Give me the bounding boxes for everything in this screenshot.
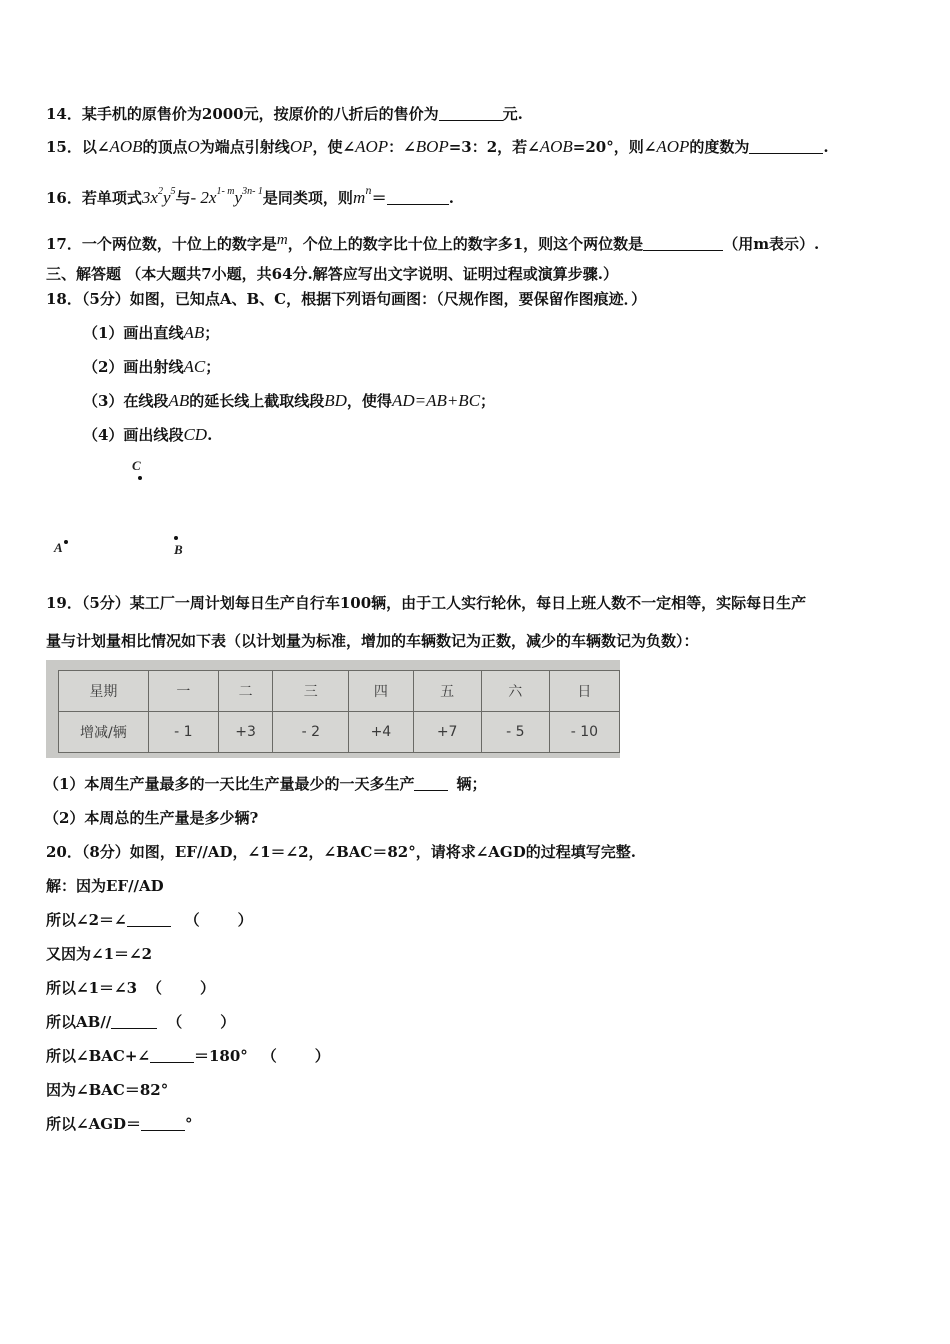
- q18-item-text: ；: [205, 358, 221, 376]
- q15-math-bop: BOP: [415, 137, 449, 156]
- table-cell: - 10: [549, 712, 619, 753]
- q20-line-2: [46, 910, 253, 930]
- question-14: [46, 104, 523, 124]
- q20-line-3: 又因为∠1＝∠2: [46, 945, 153, 963]
- q18-item-math: AC: [183, 357, 206, 376]
- q15-answer-blank[interactable]: [749, 139, 823, 154]
- q14-answer-blank[interactable]: [439, 106, 503, 121]
- q19-sub-2: （2）本周总的生产量是多少辆?: [44, 809, 259, 827]
- question-16: [46, 179, 454, 211]
- q19-sub1-tail: 辆；: [456, 775, 487, 793]
- q15-math-aob: AOB: [539, 137, 573, 156]
- q18-item-text: （1）画出直线: [83, 324, 184, 342]
- q17-tail: （用m表示）.: [723, 235, 820, 253]
- q20-final-blank[interactable]: [141, 1116, 185, 1131]
- point-c-dot: [138, 476, 142, 480]
- q16-tail: .: [448, 189, 454, 207]
- q15-text: 的顶点: [142, 138, 188, 156]
- q16-text: ＝: [371, 189, 387, 207]
- q18-item-1: [83, 323, 219, 343]
- q20-line-text: 所以∠2＝∠: [46, 911, 127, 929]
- q15-text: 以∠: [81, 138, 110, 156]
- point-a-label: A: [54, 540, 63, 555]
- q20-line-6: [46, 1046, 330, 1066]
- section-3-heading: 三、解答题 （本大题共7小题，共64分.解答应写出文字说明、证明过程或演算步骤.）: [46, 265, 618, 283]
- q16-answer-blank[interactable]: [387, 190, 449, 205]
- q19-table-photo: [46, 660, 620, 758]
- table-cell: 三: [273, 671, 349, 712]
- table-cell: +7: [413, 712, 481, 753]
- q20-reason-open: （: [147, 979, 163, 997]
- q15-math-op: OP: [289, 137, 313, 156]
- q15-math-o: O: [187, 137, 200, 156]
- q15-text: =20°，则∠: [572, 138, 657, 156]
- q20-angle-blank[interactable]: [127, 912, 171, 927]
- table-cell: - 5: [481, 712, 549, 753]
- q16-m3-exp: n: [365, 186, 372, 197]
- q16-number: 16．: [46, 189, 82, 207]
- q19-sub-1: [44, 774, 486, 794]
- q15-tail: .: [823, 138, 829, 156]
- q19-production-table: [58, 670, 620, 753]
- q14-number: 14．: [46, 105, 82, 123]
- q18-item-text: ；: [204, 324, 220, 342]
- q18-item-math: BD: [324, 391, 347, 410]
- q16-text: 与: [175, 189, 191, 207]
- q18-item-math: AB: [183, 323, 205, 342]
- q20-line-blank[interactable]: [111, 1014, 157, 1029]
- q20-reason-open: （: [167, 1013, 183, 1031]
- q17-text: ，个位上的数字比十位上的数字多1，则这个两位数是: [287, 235, 644, 253]
- table-cell: 增减/辆: [59, 712, 149, 753]
- q20-line-text: ＝180°: [193, 1047, 248, 1065]
- q18-text: （5分）如图，已知点A、B、C，根据下列语句画图：（尺规作图，要保留作图痕迹．）: [81, 290, 647, 308]
- q16-m1-base: 3x: [141, 188, 158, 207]
- q18-item-text: ；: [480, 392, 496, 410]
- q18-item-text: .: [207, 426, 213, 444]
- q16-m1-exp2: 5: [170, 186, 176, 197]
- q18-item-math: AB: [168, 391, 190, 410]
- q18-item-text: （2）画出射线: [83, 358, 184, 376]
- q16-monomial-2: [191, 188, 263, 207]
- table-cell: 四: [349, 671, 413, 712]
- table-cell: +4: [349, 712, 413, 753]
- q20-reason-close: ）: [220, 1013, 236, 1031]
- q19-text-line-1: （5分）某工厂一周计划每日生产自行车100辆，由于工人实行轮休，每日上班人数不一定相等，实际每日生产: [81, 594, 807, 612]
- q15-math-aop: AOP: [355, 137, 389, 156]
- q19-number: 19．: [46, 594, 82, 612]
- table-cell: 六: [481, 671, 549, 712]
- q15-number: 15．: [46, 138, 82, 156]
- table-cell: - 1: [148, 712, 218, 753]
- point-b-dot: [174, 536, 178, 540]
- q16-m1-exp1: 2: [157, 186, 163, 197]
- q20-line-text: °: [185, 1115, 193, 1133]
- q18-item-text: （4）画出线段: [83, 426, 184, 444]
- table-cell: 一: [148, 671, 218, 712]
- q20-angle-blank[interactable]: [150, 1048, 194, 1063]
- question-20: [46, 842, 636, 862]
- q18-item-math: CD: [183, 425, 208, 444]
- q19-sub1-text: （1）本周生产量最多的一天比生产量最少的一天多生产: [44, 775, 415, 793]
- q18-item-2: [83, 357, 220, 377]
- q20-line-7: 因为∠BAC＝82°: [46, 1081, 169, 1099]
- question-18: [46, 289, 646, 309]
- q18-item-4: [83, 425, 212, 445]
- q20-line-text: 所以∠1＝∠3: [46, 979, 138, 997]
- q20-text: （8分）如图，EF//AD，∠1＝∠2，∠BAC＝82°，请将求∠AGD的过程填写完整.: [81, 843, 636, 861]
- table-cell: 日: [549, 671, 619, 712]
- q15-text: 的度数为: [689, 138, 750, 156]
- q20-reason-close: ）: [237, 911, 253, 929]
- point-c-label: C: [132, 458, 141, 473]
- q17-math-m: m: [276, 232, 288, 248]
- q18-point-figure: [46, 456, 228, 562]
- q20-line-text: 所以AB//: [46, 1013, 112, 1031]
- q16-monomial-1: [142, 188, 176, 207]
- q18-item-math: AD=AB+BC: [391, 391, 481, 410]
- q18-item-text: ，使得: [346, 392, 392, 410]
- q15-math-aop: AOP: [656, 137, 690, 156]
- table-cell: 五: [413, 671, 481, 712]
- question-15: [46, 137, 829, 157]
- q18-item-text: 的延长线上截取线段: [189, 392, 325, 410]
- q17-answer-blank[interactable]: [643, 236, 723, 251]
- q15-text: 为端点引射线: [199, 138, 290, 156]
- q20-line-1: 解：因为EF//AD: [46, 877, 164, 895]
- q15-text: ，使∠: [312, 138, 356, 156]
- table-header-row: [59, 671, 620, 712]
- q15-text: =3：2，若∠: [448, 138, 540, 156]
- table-cell: 二: [218, 671, 272, 712]
- q15-text: ：∠: [388, 138, 416, 156]
- point-b-label: B: [174, 542, 183, 557]
- q16-text: 是同类项，则: [262, 189, 353, 207]
- q16-m2-base: - 2x: [190, 188, 217, 207]
- q16-m3-base: m: [352, 188, 366, 207]
- q17-text: 一个两位数，十位上的数字是: [81, 235, 277, 253]
- q20-reason-open: （: [261, 1047, 277, 1065]
- q19-sub1-answer-blank[interactable]: [414, 776, 448, 791]
- q18-item-text: （3）在线段: [83, 392, 169, 410]
- q16-m2-exp1: 1- m: [216, 186, 235, 197]
- q20-reason-open: （: [184, 911, 200, 929]
- q20-line-8: [46, 1114, 193, 1134]
- q16-m1-y: y: [162, 188, 171, 207]
- q20-number: 20．: [46, 843, 82, 861]
- q20-reason-close: ）: [200, 979, 216, 997]
- question-19: [46, 593, 806, 613]
- table-cell: - 2: [273, 712, 349, 753]
- q16-text: 若单项式: [81, 189, 142, 207]
- q19-text-line-2: 量与计划量相比情况如下表（以计划量为标准，增加的车辆数记为正数，减少的车辆数记为负数）：: [46, 632, 699, 650]
- q15-math-aob: AOB: [109, 137, 143, 156]
- q20-line-4: [46, 978, 215, 998]
- q20-line-text: 所以∠BAC+∠: [46, 1047, 150, 1065]
- q20-line-text: 所以∠AGD＝: [46, 1115, 142, 1133]
- q16-m2-exp2: 3n- 1: [242, 186, 263, 197]
- q14-text: 某手机的原售价为2000元，按原价的八折后的售价为: [81, 105, 439, 123]
- q14-tail: 元.: [502, 105, 523, 123]
- table-cell: +3: [218, 712, 272, 753]
- q17-number: 17．: [46, 235, 82, 253]
- question-17: [46, 230, 819, 254]
- table-row: [59, 712, 620, 753]
- q20-reason-close: ）: [314, 1047, 330, 1065]
- q16-m2-y: y: [234, 188, 243, 207]
- q20-line-5: [46, 1012, 235, 1032]
- table-cell: 星期: [59, 671, 149, 712]
- point-a-dot: [64, 540, 68, 544]
- q18-number: 18．: [46, 290, 82, 308]
- q18-item-3: [83, 391, 495, 411]
